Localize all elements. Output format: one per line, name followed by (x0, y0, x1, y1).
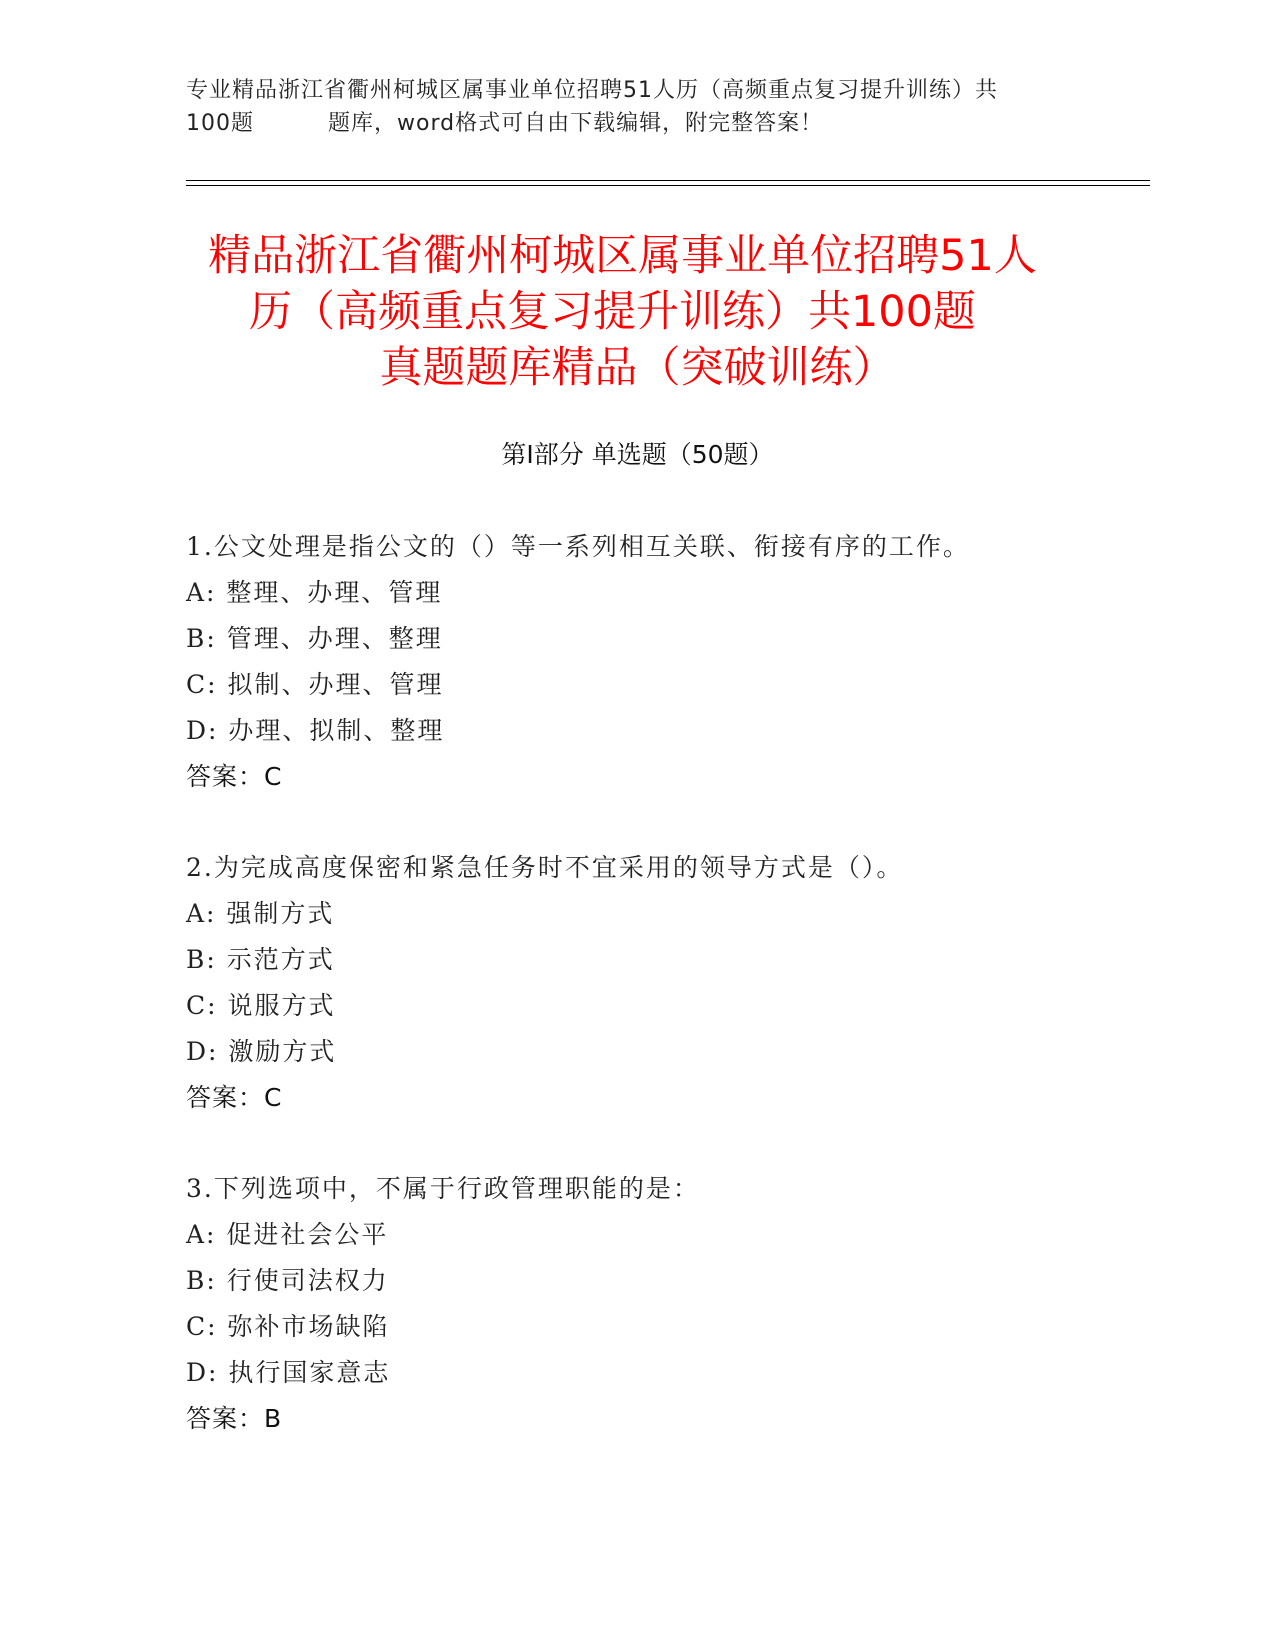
header-line-2 (186, 107, 1086, 140)
option-c: C: 说服方式 (186, 991, 336, 1020)
option-c: C: 拟制、办理、管理 (186, 670, 444, 699)
question-1 (186, 524, 1146, 800)
question-stem: 1.公文处理是指公文的（）等一系列相互关联、衔接有序的工作。 (186, 532, 970, 561)
option-d: D: 执行国家意志 (186, 1358, 391, 1387)
option-a: A: 整理、办理、管理 (186, 578, 443, 607)
question-stem: 2.为完成高度保密和紧急任务时不宜采用的领导方式是（）。 (186, 853, 904, 882)
header-divider-bottom (186, 185, 1150, 186)
option-b: B: 行使司法权力 (186, 1266, 389, 1295)
option-d: D: 激励方式 (186, 1037, 337, 1066)
answer: 答案：B (186, 1404, 283, 1433)
answer: 答案：C (186, 1083, 283, 1112)
option-d: D: 办理、拟制、整理 (186, 716, 445, 745)
option-c: C: 弥补市场缺陷 (186, 1312, 390, 1341)
header-line-2-right: 题库，word格式可自由下载编辑，附完整答案！ (328, 111, 824, 136)
question-2 (186, 845, 1146, 1121)
header-line-2-left: 100题 (186, 111, 254, 136)
option-a: A: 强制方式 (186, 899, 335, 928)
document-header (186, 74, 1086, 140)
title-line-3: 真题题库精品（突破训练） (379, 343, 896, 393)
header-line-1: 专业精品浙江省衢州柯城区属事业单位招聘51人历（高频重点复习提升训练）共 (186, 78, 998, 103)
option-a: A: 促进社会公平 (186, 1220, 389, 1249)
section-heading: 第Ⅰ部分 单选题（50题） (501, 440, 774, 469)
title-line-2: 历（高频重点复习提升训练）共100题 (248, 287, 977, 337)
option-b: B: 管理、办理、整理 (186, 624, 443, 653)
title-line-1: 精品浙江省衢州柯城区属事业单位招聘51人 (208, 231, 1037, 281)
option-b: B: 示范方式 (186, 945, 335, 974)
question-3 (186, 1166, 1146, 1442)
document-title (0, 228, 1275, 396)
question-stem: 3.下列选项中，不属于行政管理职能的是： (186, 1174, 700, 1203)
answer: 答案：C (186, 762, 283, 791)
header-divider-top (186, 180, 1150, 181)
